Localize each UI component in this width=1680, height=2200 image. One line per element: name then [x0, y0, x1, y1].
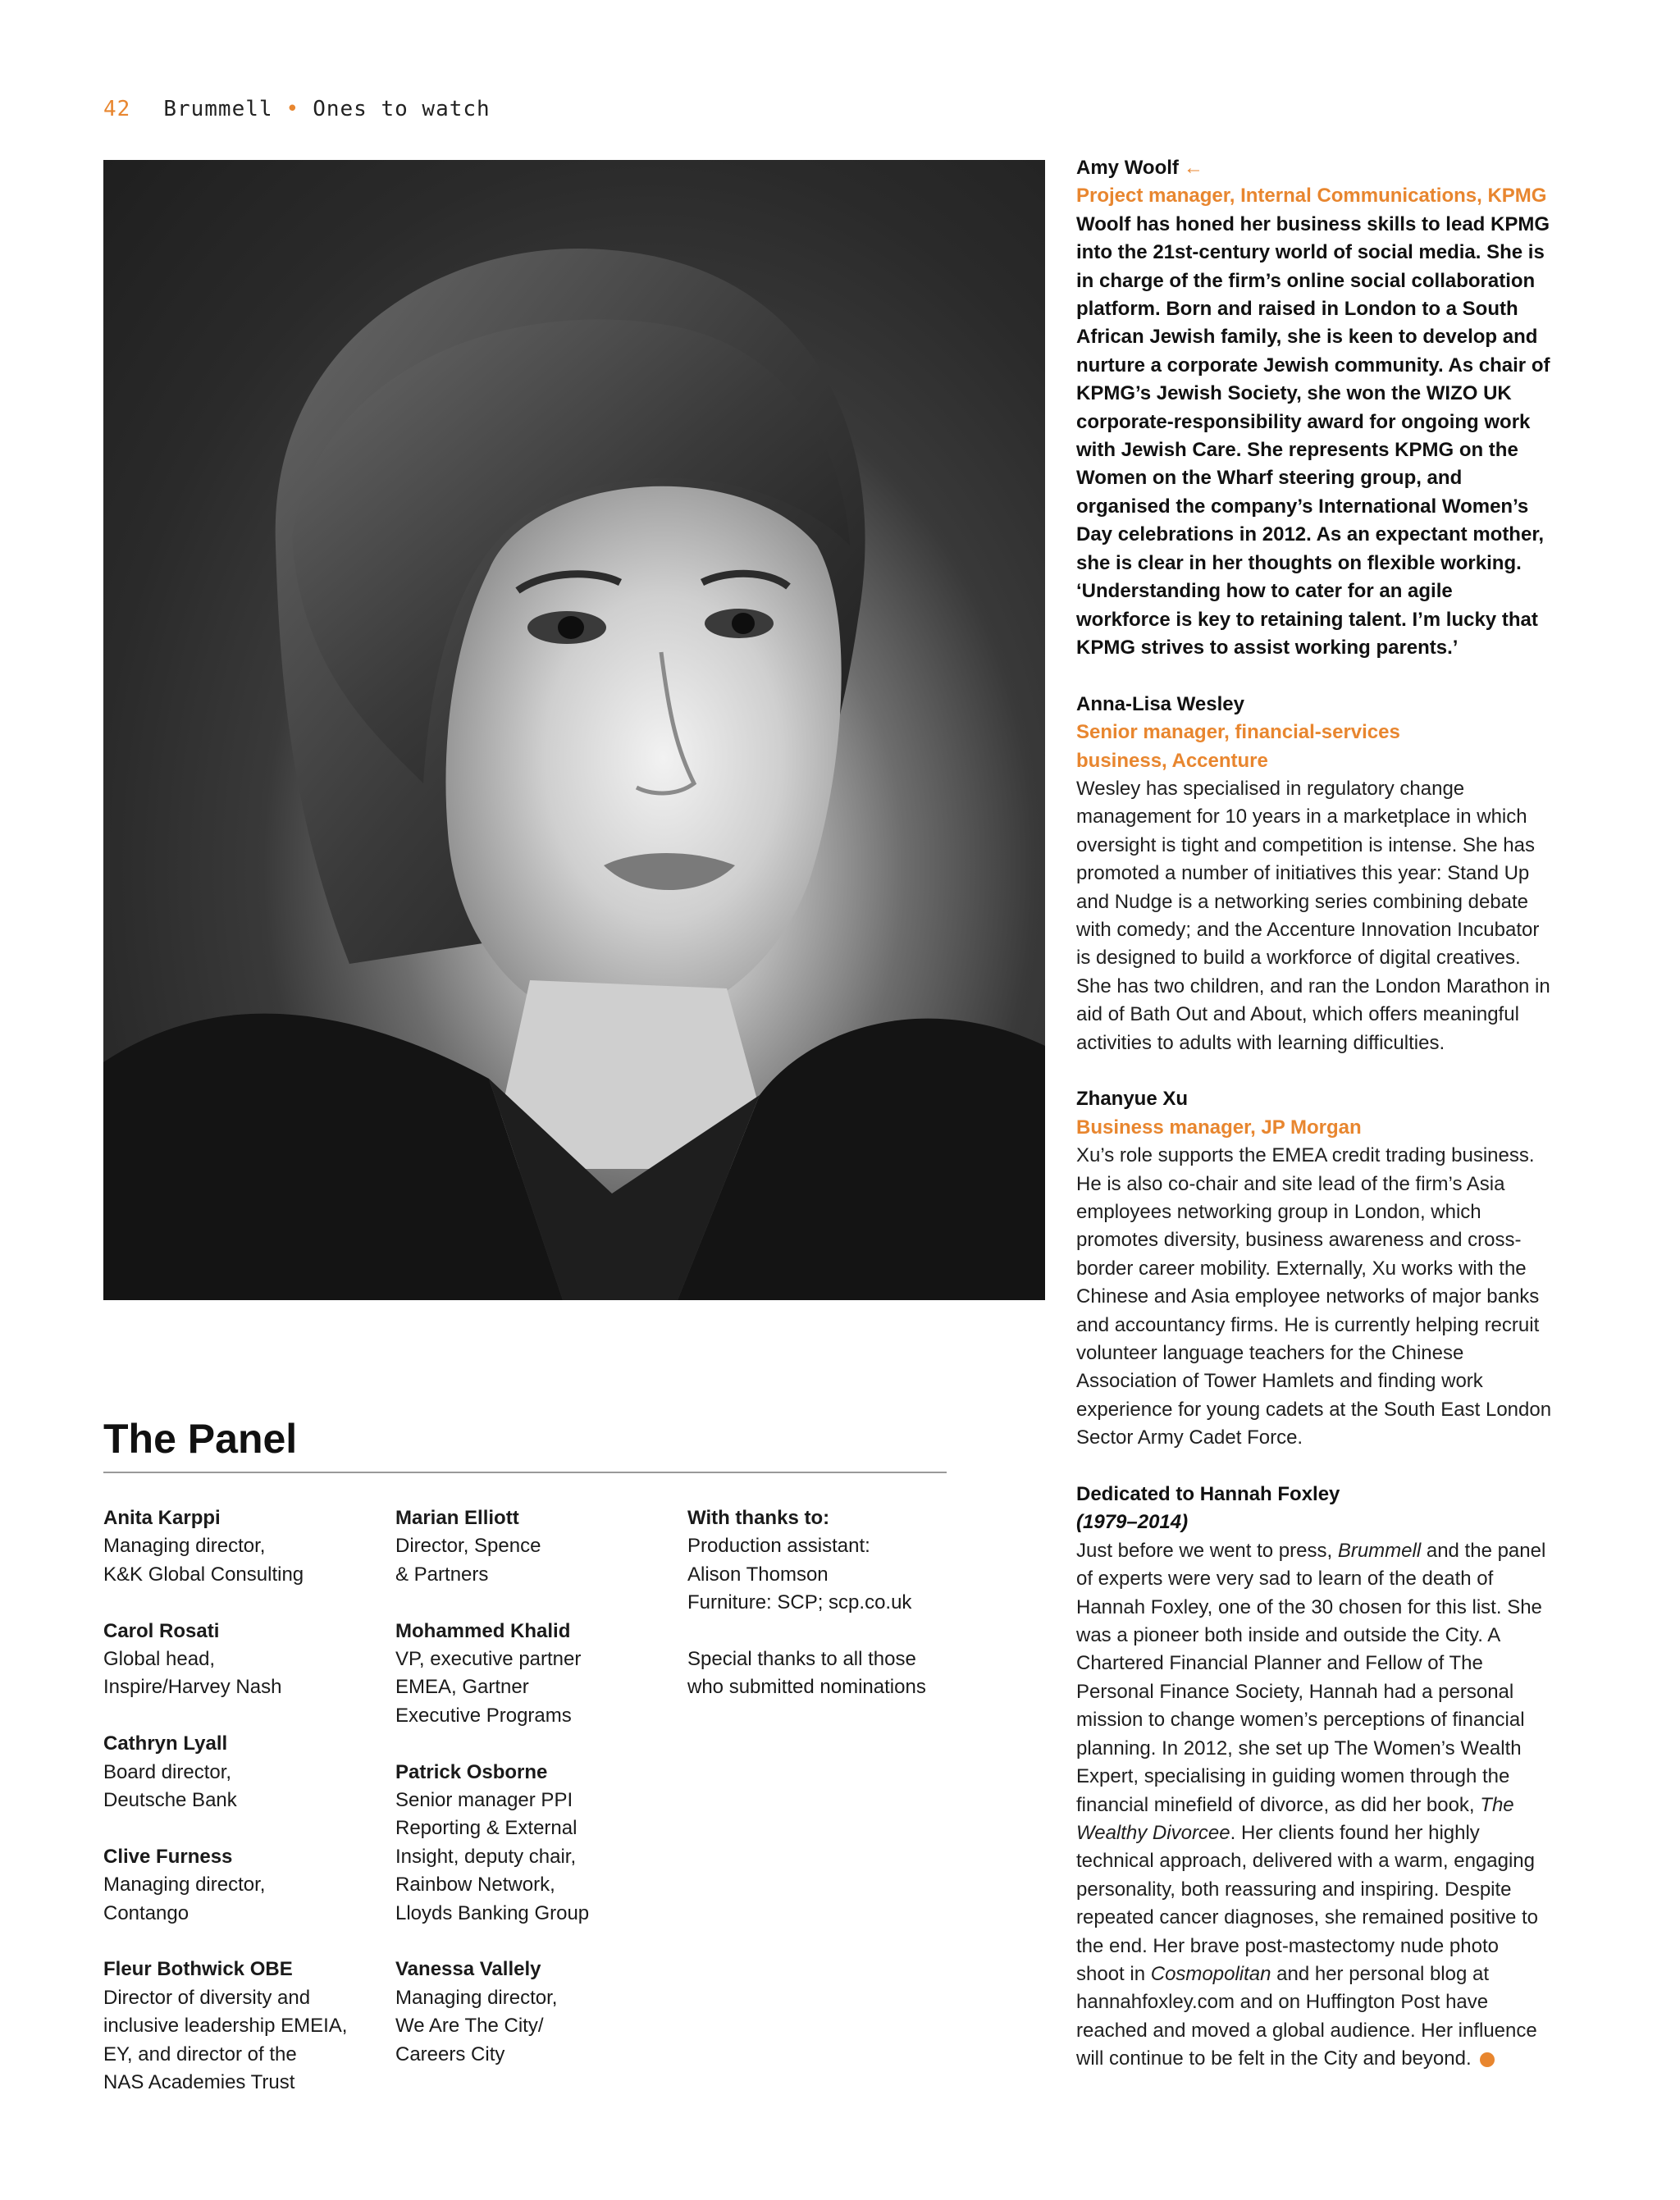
- dedication-text: Just before we went to press,: [1076, 1539, 1338, 1562]
- dedication-body: [1076, 1537, 1552, 2074]
- thanks-special: Special thanks to all those who submitted nominations: [687, 1648, 926, 1699]
- panel-column-1: [103, 1504, 374, 2125]
- panel-member-role: Board director, Deutsche Bank: [103, 1760, 237, 1812]
- profile-body: Woolf has honed her business skills to lead KPMG into the 21st-century world of social media. She is in charge of the firm’s online social collaboration platform. Born and raised in London to a South African Jewish family, she is keen to develop and nurture a corporate Jewish community. As chair of KPMG’s Jewish Society, she won the WIZO UK corporate-responsibility award for ongoing work with Jewish Care. She represents KPMG on the Women on the Wharf steering group, and organised the company’s International Women’s Day celebrations in 2012. As an expectant mother, she is clear in her thoughts on flexible working. ‘Understanding how to cater for an agile workforce is key to retaining talent. I’m lucky that KPMG strives to assist working parents.’: [1076, 212, 1550, 659]
- profile-name: Anna-Lisa Wesley: [1076, 692, 1244, 715]
- dedication-italic: Brummell: [1337, 1539, 1422, 1562]
- arrow-left-icon: ←: [1183, 157, 1203, 179]
- thanks-heading: With thanks to:: [687, 1507, 830, 1529]
- panel-member-name: Patrick Osborne: [395, 1760, 548, 1783]
- dedication-dates: (1979–2014): [1076, 1511, 1189, 1534]
- panel-member: [103, 1504, 374, 1589]
- section-name: Ones to watch: [313, 97, 491, 121]
- dedication-text: and her personal blog at hannahfoxley.com and on Huffington Post have reached and moved a global audience. Her influence will continue to be felt in the City and beyond.: [1076, 1962, 1537, 2070]
- portrait-illustration: [103, 160, 1045, 1300]
- profile-role: Senior manager, financial-services business, Accenture: [1076, 721, 1400, 772]
- dedication-entry: [1076, 1481, 1552, 2074]
- dedication-text: and the panel of experts were very sad to learn of the death of Hannah Foxley, one of the 30 chosen for this list. She was a pioneer both inside and outside the City. A Chartered Financial Planner and Fellow of The Personal Finance Society, Hannah had a personal mission to change women’s perceptions of financial planning. In 2012, she set up The Women’s Wealth Expert, specialising in guiding women through the financial minefield of divorce, as did her book,: [1076, 1539, 1546, 1816]
- panel-member-role: VP, executive partner EMEA, Gartner Executive Programs: [395, 1648, 582, 1727]
- panel-member: [395, 1759, 666, 1928]
- end-mark-dot: [1480, 2052, 1495, 2067]
- profile-name-text: Amy Woolf: [1076, 157, 1179, 179]
- panel-column-2: [395, 1504, 666, 2097]
- panel-member-role: Senior manager PPI Reporting & External Insight, deputy chair, Rainbow Network, Lloyds Banking Group: [395, 1789, 590, 1924]
- panel-member: [103, 1618, 374, 1702]
- panel-member-role: Managing director, K&K Global Consulting: [103, 1535, 304, 1586]
- profile-role: Project manager, Internal Communications, KPMG: [1076, 185, 1547, 208]
- panel-member: [103, 1956, 374, 2097]
- panel-member: [395, 1504, 666, 1589]
- dedication-text: . Her clients found her highly technical approach, delivered with a warm, engaging personality, both reassuring and inspiring. Despite repeated cancer diagnoses, she remained positive to the end. Her brave post-mastectomy nude photo shoot in: [1076, 1821, 1539, 1985]
- panel-member-name: Anita Karppi: [103, 1507, 221, 1529]
- page-number: 42: [103, 97, 131, 121]
- profile-entry: [1076, 691, 1552, 1057]
- profile-entry: [1076, 154, 1552, 662]
- panel-member: [395, 1956, 666, 2069]
- panel-member-name: Mohammed Khalid: [395, 1619, 571, 1642]
- panel-title: The Panel: [103, 1416, 298, 1462]
- panel-member-role: Managing director, Contango: [103, 1874, 266, 1924]
- panel-member-name: Marian Elliott: [395, 1507, 519, 1529]
- panel-member-role: Global head, Inspire/Harvey Nash: [103, 1648, 282, 1699]
- profile-name: Zhanyue Xu: [1076, 1088, 1189, 1111]
- header-separator: •: [285, 97, 300, 121]
- panel-member: [103, 1843, 374, 1928]
- profile-role: Business manager, JP Morgan: [1076, 1116, 1362, 1139]
- profiles-column: [1076, 154, 1552, 2102]
- panel-member-name: Vanessa Vallely: [395, 1958, 541, 1981]
- publication-name: Brummell: [163, 97, 273, 121]
- panel-member: [103, 1730, 374, 1814]
- panel-member-name: Fleur Bothwick OBE: [103, 1958, 293, 1981]
- profile-body: Xu’s role supports the EMEA credit trading business. He is also co-chair and site lead of the firm’s Asia employees networking group in London, which promotes diversity, business awareness and cross-border career mobility. Externally, Xu works with the Chinese and Asia employee networks of major banks and accountancy firms. He is currently helping recruit volunteer language teachers for the Chinese Association of Tower Hamlets and finding work experience for young cadets at the South East London Sector Army Cadet Force.: [1076, 1144, 1552, 1449]
- profile-name: [1076, 154, 1552, 182]
- panel-member-role: Managing director, We Are The City/ Careers City: [395, 1986, 558, 2065]
- profile-body: Wesley has specialised in regulatory change management for 10 years in a marketplace in which oversight is tight and competition is intense. She has promoted a number of initiatives this year: Stand Up and Nudge is a networking series combining debate with comedy; and the Accenture Innovation Incubator is designed to build a workforce of digital creatives. She has two children, and ran the London Marathon in aid of Bath Out and About, which offers meaningful activities to adults with learning difficulties.: [1076, 777, 1550, 1054]
- thanks-credits: Production assistant: Alison Thomson Furniture: SCP; scp.co.uk: [687, 1535, 912, 1614]
- dedication-italic: Cosmopolitan: [1150, 1962, 1271, 1985]
- profile-entry: [1076, 1085, 1552, 1452]
- panel-member-name: Cathryn Lyall: [103, 1732, 228, 1755]
- panel-divider: [103, 1472, 947, 1473]
- panel-member-role: Director of diversity and inclusive leadership EMEIA, EY, and director of the NAS Academies Trust: [103, 1986, 348, 2094]
- panel-member-name: Clive Furness: [103, 1845, 233, 1868]
- dedication-italic: The Wealthy Divorcee: [1076, 1793, 1514, 1844]
- panel-member-role: Director, Spence & Partners: [395, 1535, 541, 1586]
- portrait-photo: [103, 160, 1045, 1300]
- panel-member: [395, 1618, 666, 1731]
- thanks-column: [687, 1504, 966, 1730]
- dedication-title: Dedicated to Hannah Foxley: [1076, 1483, 1340, 1506]
- panel-member-name: Carol Rosati: [103, 1619, 220, 1642]
- page-header: [103, 97, 491, 121]
